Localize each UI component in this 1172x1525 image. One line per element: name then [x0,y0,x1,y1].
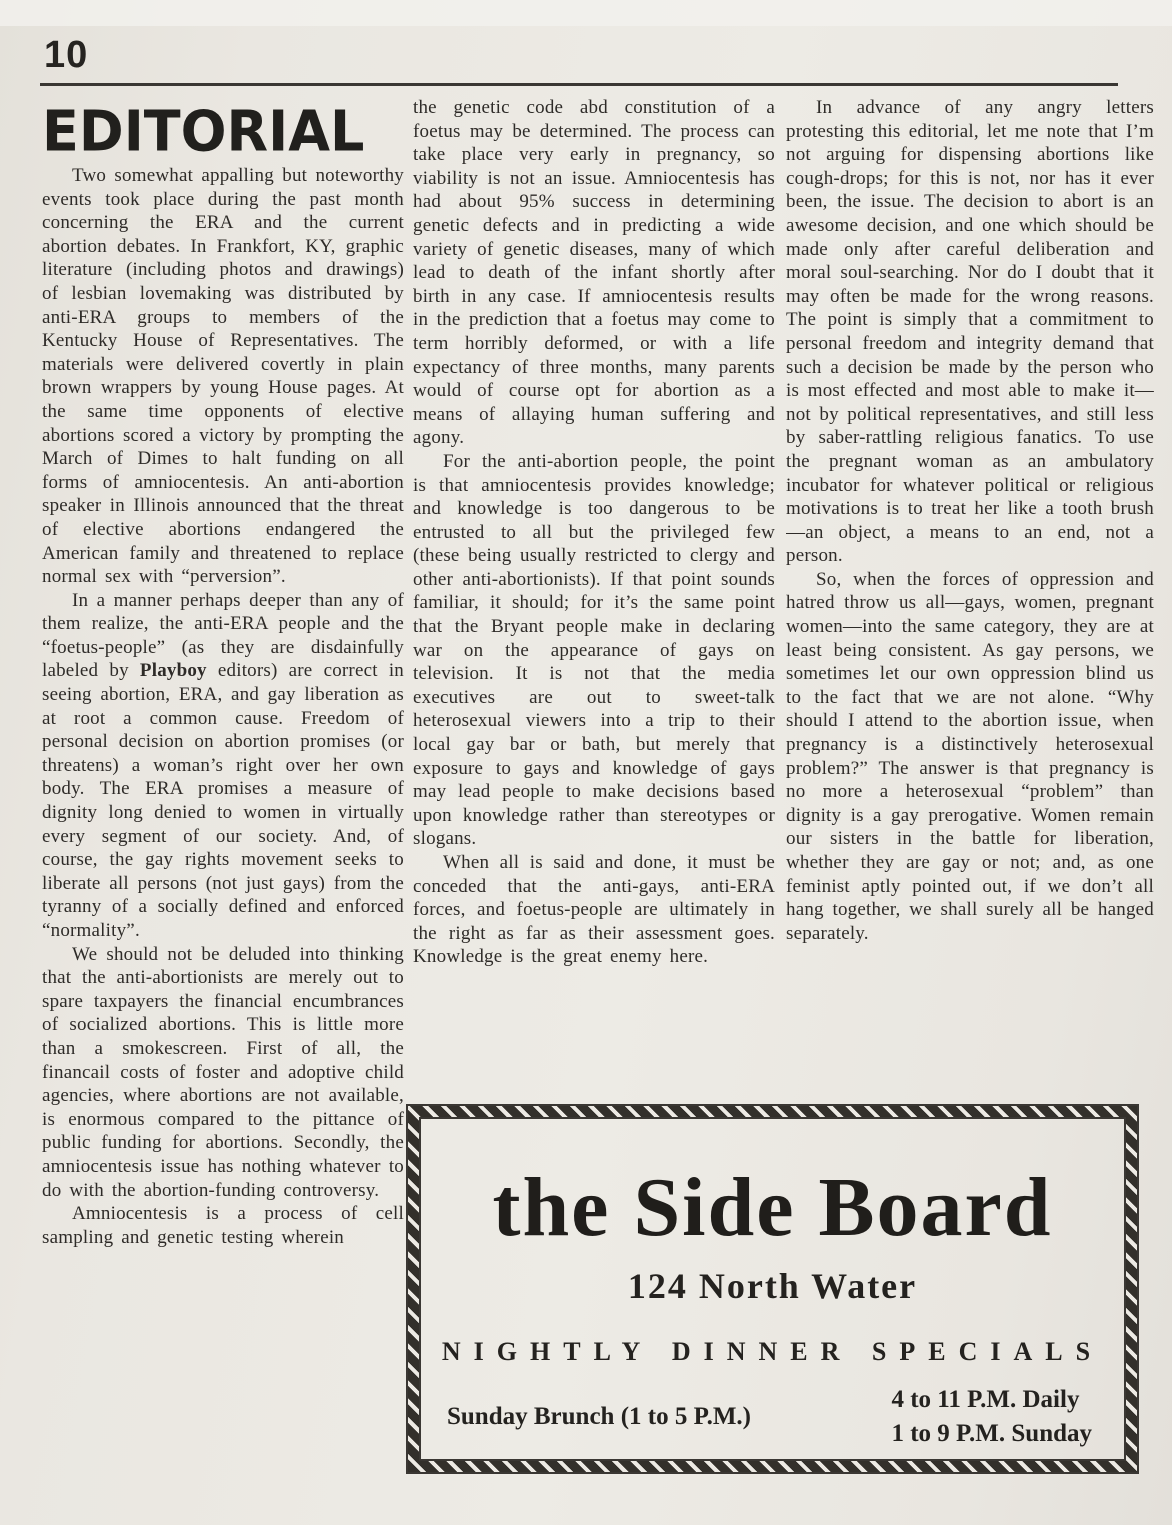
article-column-1 [42,100,404,1490]
ad-sunday-brunch: Sunday Brunch (1 to 5 P.M.) [447,1403,751,1430]
article-paragraph: In advance of any angry letters protesting this editorial, let me note that I’m not arguing for dispensing abortions like cough-drops; for this is not, nor has it ever been, the issue. The decision to abort is an awesome decision, and one which should be made only after careful deliberation and moral soul-searching. Nor do I doubt that it may often be made for the wrong reasons. The point is simply that a commitment to personal freedom and integrity demand that such a decision be made by the person who is most effected and most able to make it—not by political representatives, and still less by saber-rattling religious fanatics. To use the pregnant woman as an ambulatory incubator for whatever political or religious motivations is to treat her like a tooth brush—an object, a means to an end, not a person. [786,97,1154,567]
article-column-3 [786,96,1154,1100]
article-column-1-text [42,164,404,1249]
ad-dinner-specials-line: NIGHTLY DINNER SPECIALS [441,1337,1104,1366]
page-number: 10 [44,34,89,76]
article-paragraph: So, when the forces of oppression and hatred throw us all—gays, women, pregnant women—into the same category, they are at least being consistent. As gay persons, we sometimes let our own oppression blind us to the fact that we are not alone. “Why should I attend to the abortion issue, when pregnancy is a distinctively heterosexual problem?” The answer is that pregnancy is no more a heterosexual “problem” than dignity is a gay prerogative. Women remain our sisters in the battle for liberation, whether they are gay or not; and, as one feminist aptly pointed out, if we don’t all hang together, we shall surely all be hanged separately. [786,568,1154,944]
article-paragraph: When all is said and done, it must be conceded that the anti-gays, anti-ERA forces, and foetus-people are ultimately in the right as far as their assessment goes. Knowledge is the great enemy here. [413,852,775,968]
article-paragraph: the genetic code abd constitution of a foetus may be determined. The process can take place very early in pregnancy, so viability is not an issue. Amniocentesis has had about 95% success in determining genetic defects and in predicting a wide variety of genetic diseases, many of which lead to death of the infant shortly after birth in any case. If amniocentesis results in the prediction that a foetus may come to term horribly deformed, or with a life expectancy of three months, many parents would of course opt for abortion as a means of allaying human suffering and agony. [413,97,775,449]
ad-street-address: 124 North Water [627,1266,918,1306]
ad-hours-row [419,1367,1126,1451]
ad-opening-hours [891,1383,1092,1451]
article-paragraph: We should not be deluded into thinking that the anti-abortionists are merely out to spare taxpayers the financial encumbrances of socialized abortions. This is little more than a smokescreen. First of all, the financail costs of foster and adoptive child agencies, where abortions are not available, is enormous compared to the pittance of public funding for abortions. Secondly, the amniocentesis issue has nothing whatever to do with the abortion-funding controversy. [42,943,404,1201]
ad-restaurant-name: the Side Board [492,1161,1053,1254]
editorial-title: EDITORIAL [42,100,365,164]
header-rule [40,83,1118,86]
article-paragraph: Two somewhat appalling but noteworthy events took place during the past month concerning the ERA and the current abortion debates. In Frankfort, KY, graphic literature (including photos and drawings) of lesbian lovemaking was distributed by anti-ERA groups to members of the Kentucky House of Representatives. The materials were delivered covertly in plain brown wrappers by young House pages. At the same time opponents of elective abortions scored a victory by prompting the March of Dimes to halt funding on all forms of amniocentesis. An anti-abortion speaker in Illinois announced that the threat of elective abortions endangered the American family and threatened to replace normal sex with “perversion”. [42,165,404,588]
ad-hours-daily: 4 to 11 P.M. Daily [891,1386,1080,1413]
ad-hours-sunday: 1 to 9 P.M. Sunday [891,1420,1092,1447]
article-paragraph: For the anti-abortion people, the point is that amniocentesis provides knowledge; and knowledge is too dangerous to be entrusted to all but the privileged few (these being usually restricted to clergy and other anti-abortionists). If that point sounds familiar, it should; for it’s the same point that the Bryant people make in declaring war on the appearance of gays on television. It is not that the media executives are out to sweet-talk heterosexual viewers into a trip to their local gay bar or bath, but merely that exposure to gays and knowledge of gays may lead people to make decisions based upon knowledge rather than stereotypes or slogans. [413,450,775,850]
article-column-2 [413,96,775,1100]
article-paragraph: Amniocentesis is a process of cell sampling and genetic testing wherein [42,1203,404,1248]
sideboard-advertisement [408,1106,1137,1472]
article-paragraph: In a manner perhaps deeper than any of them realize, the anti-ERA people and the “foetus-people” (as they are disdainfully labeled by Playboy editors) are correct in seeing abortion, ERA, and gay liberation as at root a common cause. Freedom of personal decision on abortion promises (or threatens) a woman’s right over her own body. The ERA promises a measure of dignity long denied to women in virtually every segment of our society. And, of course, the gay rights movement seeks to liberate all persons (not just gays) from the tyranny of a socially defined and enforced “normality”. [42,589,404,941]
